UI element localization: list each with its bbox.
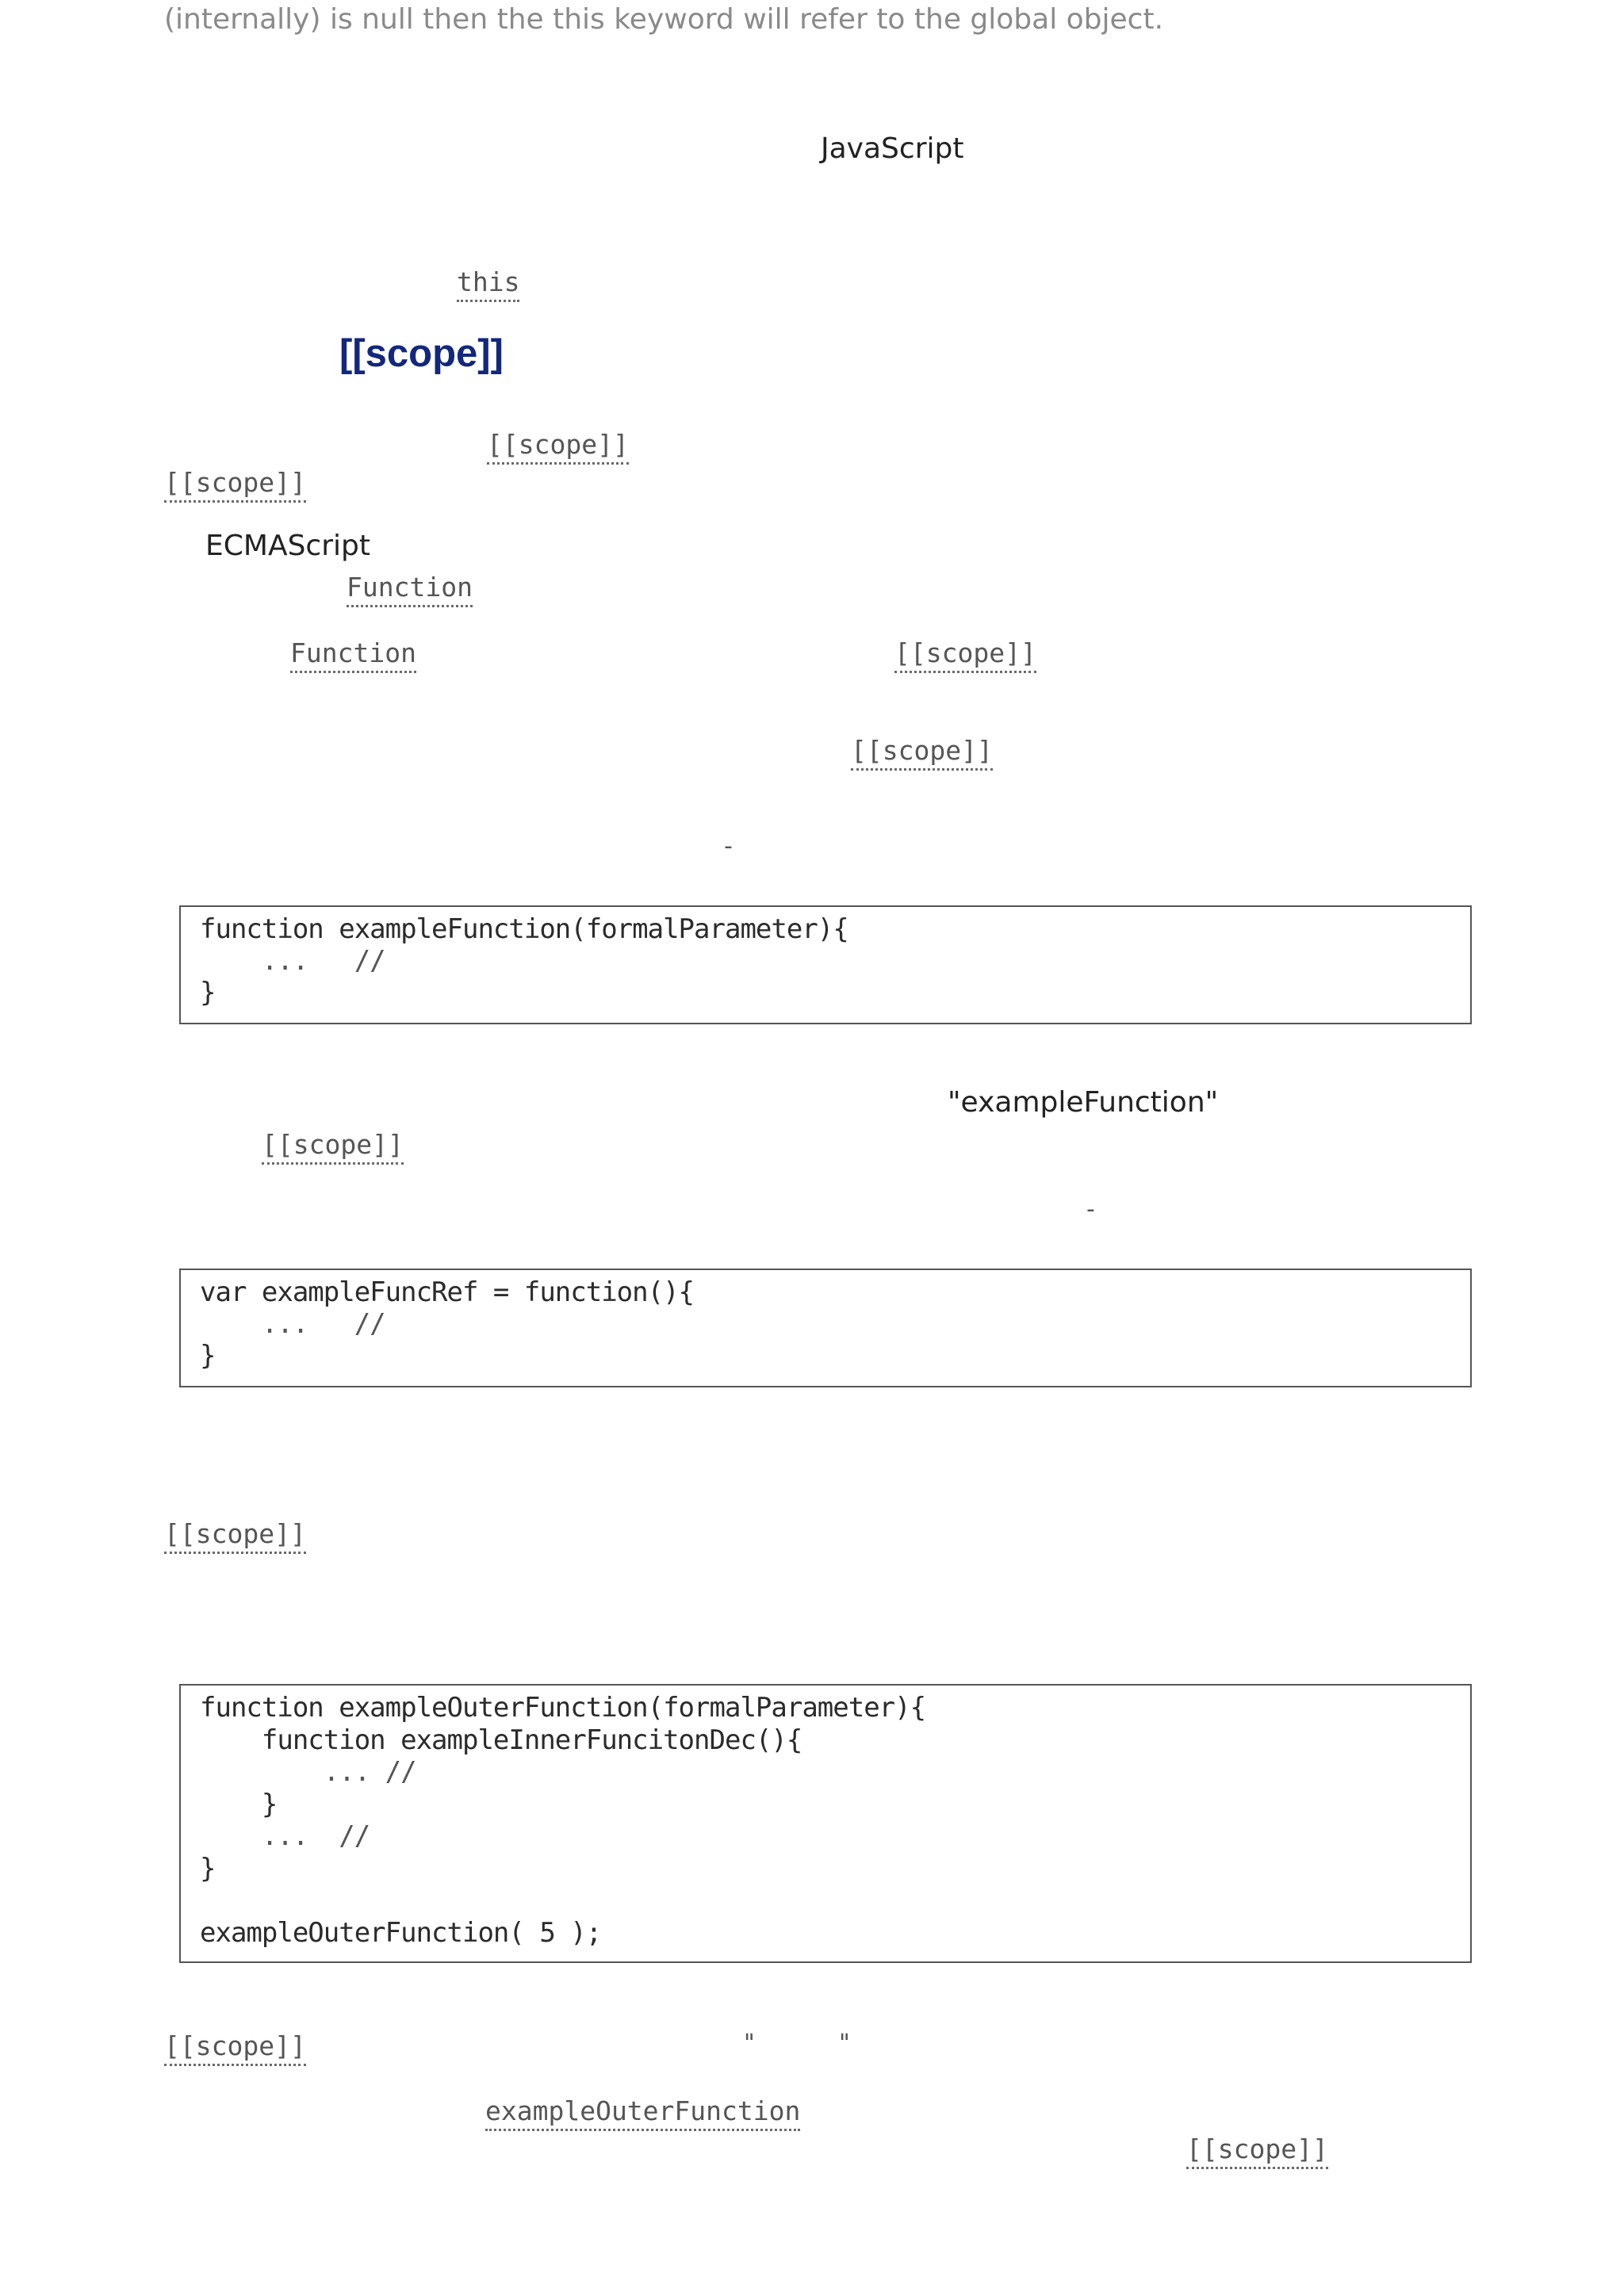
scope-link-2[interactable]: [[scope]] xyxy=(164,467,306,503)
code-block-1 xyxy=(179,905,1472,1024)
quote-mark-open: " xyxy=(744,2030,755,2057)
ecmascript-word: ECMAScript xyxy=(205,530,370,562)
code-line: } xyxy=(200,1340,216,1372)
scope-link-8[interactable]: [[scope]] xyxy=(1186,2133,1328,2169)
dash-mark-1: - xyxy=(724,832,733,860)
code-line: var exampleFuncRef = function(){ xyxy=(200,1276,695,1308)
javascript-word: JavaScript xyxy=(821,132,964,165)
section-heading-scope: [[scope]] xyxy=(339,332,504,375)
scope-link-3[interactable]: [[scope]] xyxy=(894,637,1036,673)
code-line: ... // xyxy=(200,945,385,977)
this-keyword-link[interactable]: this xyxy=(457,266,519,302)
code-line: function exampleOuterFunction(formalParameter){ xyxy=(200,1692,926,1724)
code-line: ... // xyxy=(200,1308,385,1340)
code-line: function exampleFunction(formalParameter){ xyxy=(200,913,848,945)
dash-mark-2: - xyxy=(1086,1196,1095,1223)
example-function-quoted: "exampleFunction" xyxy=(948,1086,1219,1119)
scope-link-7[interactable]: [[scope]] xyxy=(164,2030,306,2066)
scope-link-1[interactable]: [[scope]] xyxy=(487,429,629,465)
code-line: } xyxy=(200,1789,278,1820)
intro-text: (internally) is null then the this keyword will refer to the global object. xyxy=(164,3,1164,36)
code-line: } xyxy=(200,977,216,1008)
code-line: } xyxy=(200,1853,216,1885)
function-link-1[interactable]: Function xyxy=(347,572,473,607)
example-outer-function-link[interactable]: exampleOuterFunction xyxy=(485,2095,800,2131)
code-block-2 xyxy=(179,1269,1472,1387)
scope-link-5[interactable]: [[scope]] xyxy=(262,1129,404,1165)
scope-link-4[interactable]: [[scope]] xyxy=(851,735,993,771)
code-line: ... // xyxy=(200,1756,416,1788)
code-line: ... // xyxy=(200,1820,370,1852)
scope-link-6[interactable]: [[scope]] xyxy=(164,1518,306,1554)
code-line: exampleOuterFunction( 5 ); xyxy=(200,1917,602,1949)
function-link-2[interactable]: Function xyxy=(290,637,416,673)
quote-mark-close: " xyxy=(839,2030,850,2057)
code-line: function exampleInnerFuncitonDec(){ xyxy=(200,1724,802,1756)
code-block-3 xyxy=(179,1684,1472,1963)
